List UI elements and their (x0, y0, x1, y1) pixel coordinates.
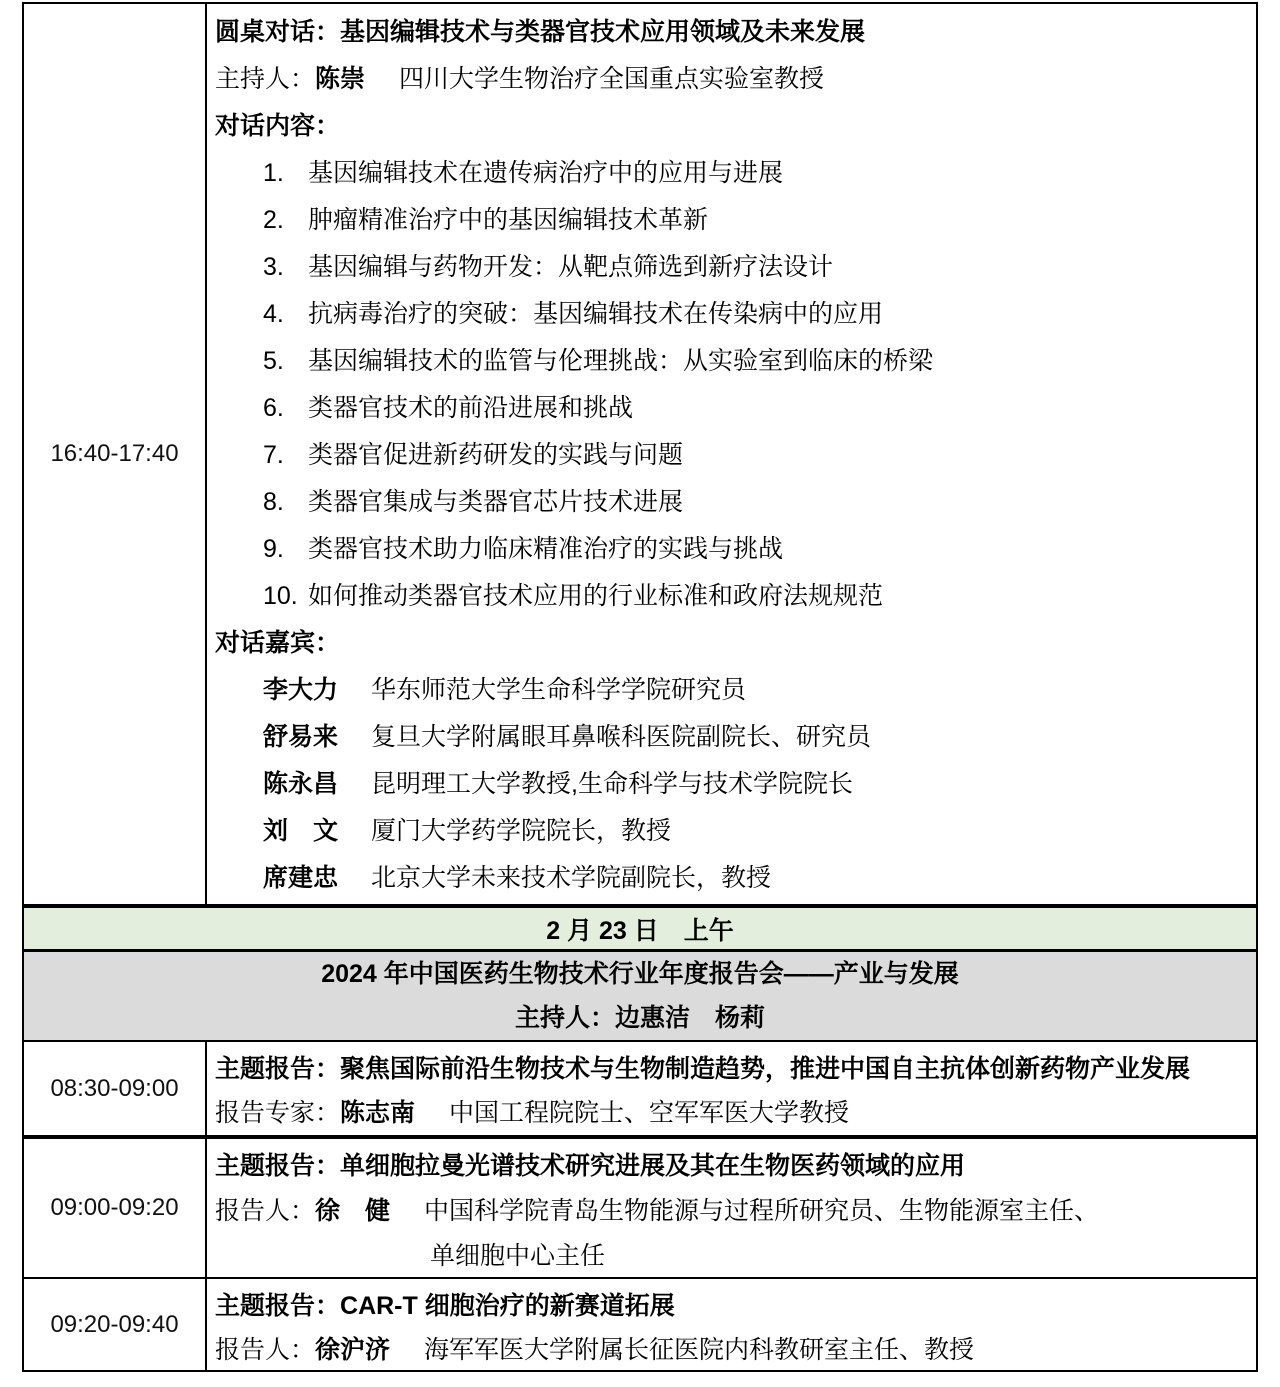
report-title-label: 主题报告： (215, 1055, 341, 1083)
topic-number: 6. (263, 394, 284, 422)
topic-item (215, 197, 1246, 244)
speaker-affiliation: 中国科学院青岛生物能源与过程所研究员、生物能源室主任、 (424, 1197, 1100, 1225)
host-affiliation: 四川大学生物治疗全国重点实验室教授 (399, 65, 825, 93)
session-banner-hosts: 主持人：边惠洁 杨莉 (514, 1004, 765, 1032)
roundtable-content (207, 4, 1256, 904)
speaker-name: 陈志南 (340, 1099, 416, 1127)
report-content (207, 1279, 1256, 1370)
topic-number: 4. (263, 300, 284, 328)
guest-affiliation: 厦门大学药学院院长，教授 (371, 817, 672, 845)
report-row (24, 1135, 1256, 1277)
report-speaker-line (215, 1189, 1246, 1234)
topics-label: 对话内容： (215, 112, 341, 140)
day-banner (24, 904, 1256, 949)
report-title-label: 主题报告： (215, 1292, 341, 1320)
topic-number: 1. (263, 159, 284, 187)
speaker-affiliation: 海军军医大学附属长征医院内科教研室主任、教授 (424, 1336, 975, 1364)
topic-number: 7. (263, 441, 284, 469)
topic-item (215, 291, 1246, 338)
guest-item (215, 667, 1246, 714)
guest-name: 李大力 (263, 676, 339, 704)
report-title-label: 主题报告： (215, 1152, 341, 1180)
report-title: 聚焦国际前沿生物技术与生物制造趋势，推进中国自主抗体创新药物产业发展 (340, 1055, 1191, 1083)
topic-text: 如何推动类器官技术应用的行业标准和政府法规规范 (308, 582, 884, 610)
report-row (24, 1277, 1256, 1370)
topic-text: 基因编辑技术在遗传病治疗中的应用与进展 (308, 159, 784, 187)
topic-number: 5. (263, 347, 284, 375)
guest-item (215, 855, 1246, 902)
guest-affiliation: 华东师范大学生命科学学院研究员 (371, 676, 747, 704)
topic-text: 类器官技术助力临床精准治疗的实践与挑战 (308, 535, 784, 563)
speaker-name: 徐沪济 (315, 1336, 391, 1364)
topic-text: 类器官促进新药研发的实践与问题 (308, 441, 684, 469)
speaker-name: 徐 健 (315, 1197, 391, 1225)
topic-item (215, 244, 1246, 291)
roundtable-row (24, 4, 1256, 904)
report-time: 08:30-09:00 (24, 1042, 207, 1135)
report-time: 09:00-09:20 (24, 1139, 207, 1277)
topic-text: 基因编辑技术的监管与伦理挑战：从实验室到临床的桥梁 (308, 347, 934, 375)
topic-number: 9. (263, 535, 284, 563)
guest-name: 舒易来 (263, 723, 339, 751)
topic-text: 类器官技术的前沿进展和挑战 (308, 394, 634, 422)
report-row (24, 1040, 1256, 1135)
report-title: 单细胞拉曼光谱技术研究进展及其在生物医药领域的应用 (340, 1152, 966, 1180)
host-name: 陈崇 (315, 65, 366, 93)
guest-affiliation: 昆明理工大学教授,生命科学与技术学院院长 (371, 770, 853, 798)
speaker-label: 报告专家： (215, 1099, 341, 1127)
speaker-affiliation: 中国工程院院士、空军军医大学教授 (449, 1099, 850, 1127)
topic-text: 抗病毒治疗的突破：基因编辑技术在传染病中的应用 (308, 300, 884, 328)
guests-label: 对话嘉宾： (215, 629, 341, 657)
speaker-affiliation-continued: 单细胞中心主任 (430, 1242, 606, 1270)
topic-text: 肿瘤精准治疗中的基因编辑技术革新 (308, 206, 709, 234)
topic-text: 类器官集成与类器官芯片技术进展 (308, 488, 684, 516)
session-banner (24, 949, 1256, 1040)
topic-text: 基因编辑与药物开发：从靶点筛选到新疗法设计 (308, 253, 834, 281)
speaker-label: 报告人： (215, 1336, 316, 1364)
topic-number: 3. (263, 253, 284, 281)
guest-item (215, 761, 1246, 808)
report-title-line (215, 1284, 1246, 1328)
topic-item (215, 432, 1246, 479)
topic-item (215, 573, 1246, 620)
topic-item (215, 385, 1246, 432)
topic-item (215, 338, 1246, 385)
report-title-line (215, 1144, 1246, 1189)
topic-item (215, 150, 1246, 197)
topic-item (215, 526, 1246, 573)
roundtable-time: 16:40-17:40 (24, 4, 207, 904)
guest-name: 刘 文 (263, 817, 339, 845)
report-time: 09:20-09:40 (24, 1279, 207, 1370)
schedule-table (22, 2, 1258, 1372)
topic-item (215, 479, 1246, 526)
guest-name: 席建忠 (263, 864, 339, 892)
report-title: CAR-T 细胞治疗的新赛道拓展 (340, 1292, 675, 1320)
speaker-label: 报告人： (215, 1197, 316, 1225)
guest-name: 陈永昌 (263, 770, 339, 798)
guest-affiliation: 复旦大学附属眼耳鼻喉科医院副院长、研究员 (371, 723, 872, 751)
guest-item (215, 808, 1246, 855)
topic-number: 2. (263, 206, 284, 234)
report-title-line (215, 1047, 1246, 1091)
topic-number: 10. (263, 582, 298, 610)
report-content (207, 1139, 1256, 1277)
host-label: 主持人： (215, 65, 316, 93)
roundtable-title: 圆桌对话：基因编辑技术与类器官技术应用领域及未来发展 (215, 18, 866, 46)
report-speaker-line (215, 1328, 1246, 1370)
guest-item (215, 714, 1246, 761)
topic-number: 8. (263, 488, 284, 516)
day-banner-text: 2 月 23 日 上午 (546, 916, 734, 945)
session-banner-title: 2024 年中国医药生物技术行业年度报告会——产业与发展 (321, 960, 959, 988)
report-content (207, 1042, 1256, 1135)
roundtable-host-line (215, 56, 1246, 103)
report-speaker-line (215, 1091, 1246, 1135)
guest-affiliation: 北京大学未来技术学院副院长，教授 (371, 864, 772, 892)
